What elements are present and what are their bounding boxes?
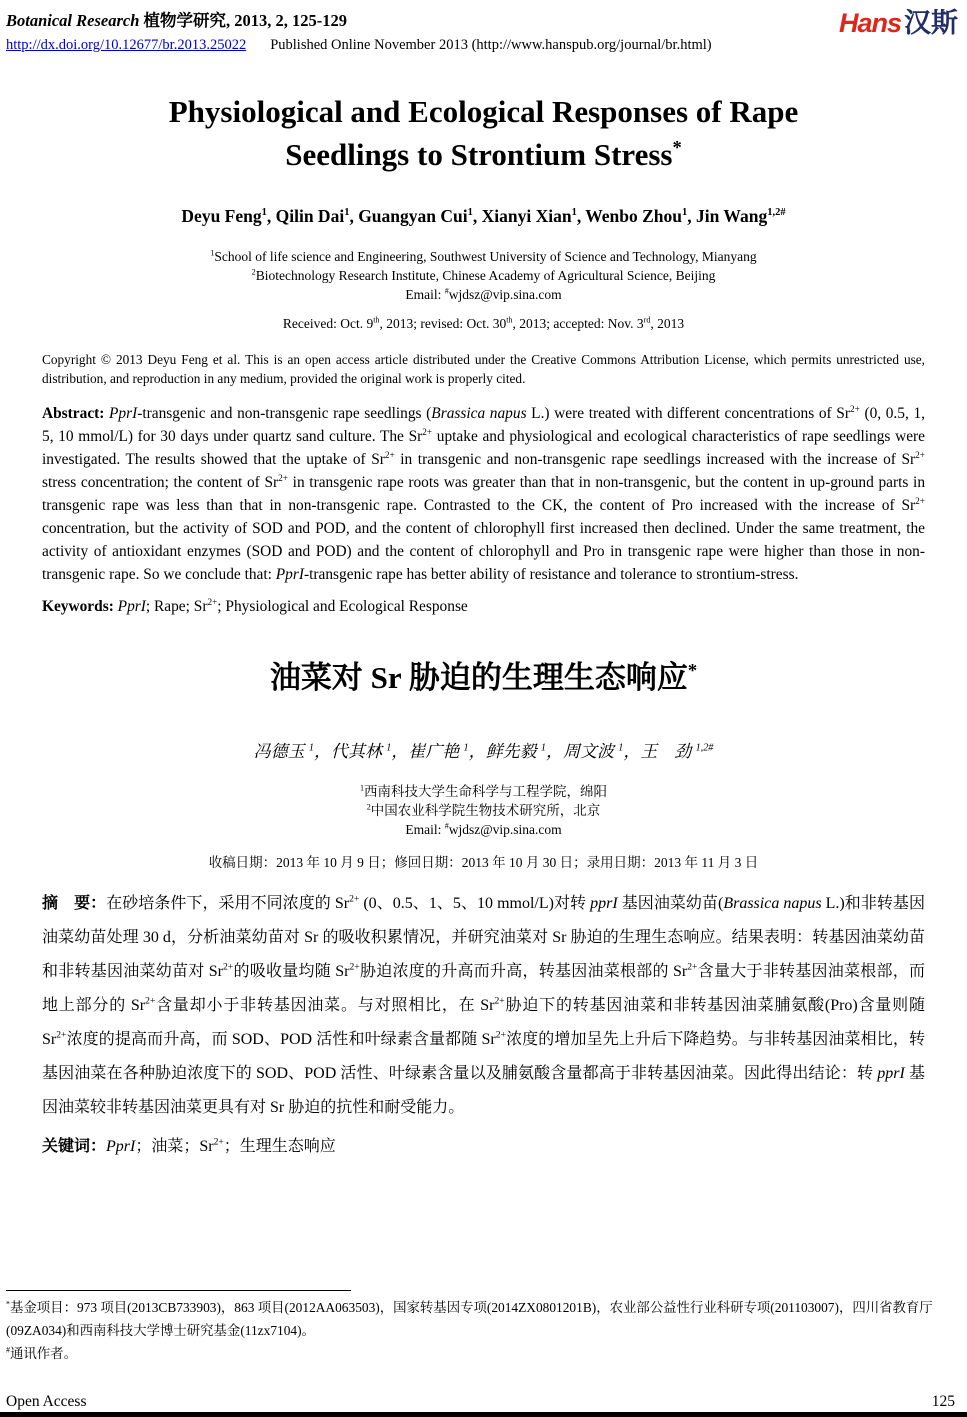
title-footnote-marker: * (672, 137, 682, 159)
abstract-cn: 摘 要：在砂培条件下，采用不同浓度的 $Sr^{2+}$ (0、0.5、1、5、10 mmol/L)对转 pprI 基因油菜幼苗(Brassica napus L.)和非转基因油菜幼苗处理 30 d，分析油菜幼苗对 Sr 的吸收积累情况，并研究油菜对 Sr 胁迫的生理生态响应。结果表明：转基因油菜幼苗和非转基因油菜幼苗对 $Sr^{2+}$的吸收量均随 $Sr^{2+}$胁迫浓度的升高而升高，转基因油菜根部的 $Sr^{2+}$含量大于非转基因油菜根部，而地上部分的 $Sr^{2+}$含量却小于非转基因油菜。与对照相比，在 $Sr^{2+}$胁迫下的转基因油菜和非转基因油菜脯氨酸(Pro)含量则随 $Sr^{2+}$浓度的提高而升高，而 SOD、POD 活性和叶绿素含量都随 $Sr^{2+}$浓度的增加呈先上升后下降趋势。与非转基因油菜相比，转基因油菜在各种胁迫浓度下的 SOD、POD 活性、叶绿素含量以及脯氨酸含量都高于非转基因油菜。因此得出结论：转 pprI 基因油菜较非转基因油菜更具有对 Sr 胁迫的抗性和耐受能力。 (42, 893, 925, 1116)
abstract-en: Abstract: PprI-transgenic and non-transgenic rape seedlings (Brassica napus L.) were treated with different concentrations of $Sr^{2+}$ (0, 0.5, 1, 5, 10 mmol/L) for 30 days under quartz sand culture. The $Sr^{2+}$ uptake and physiological and ecological characteristics of rape seedlings were investigated. The results showed that the uptake of $Sr^{2+}$ in transgenic and non-transgenic rape seedlings increased with the increase of $Sr^{2+}$ stress concentration; the content of $Sr^{2+}$ in transgenic rape roots was greater than that in non-transgenic, but the content in up-ground parts in transgenic rape was less than that in non-transgenic rape. Contrasted to the CK, the content of Pro increased with the increase of $Sr^{2+}$ concentration, but the activity of SOD and POD, and the content of chlorophyll first increased then declined. Under the same treatment, the activity of antioxidant enzymes (SOD and POD) and the content of chlorophyll and Pro in transgenic rape were higher than those in non-transgenic rape. So we conclude that: PprI-transgenic rape has better ability of resistance and tolerance to strontium-stress. (42, 403, 926, 583)
article-title-en-line2: Seedlings to Strontium Stress* (285, 137, 682, 172)
page-number: 125 (931, 1393, 955, 1410)
keywords-cn: 关键词：PprI；油菜；$Sr^{2+}$；生理生态响应 (42, 1136, 336, 1155)
email-line-en: Email: #wjdsz@vip.sina.com (405, 286, 562, 302)
open-access-label: Open Access (6, 1393, 87, 1410)
affiliations-cn (0, 782, 967, 839)
authors-cn: 冯德玉 $^1$，代其林 $^1$，崔广艳 $^1$，鲜先毅 $^1$，周文波 $^1$，王 劲 $^{1,2\#}$ (253, 742, 714, 761)
received-dates-cn: 收稿日期：2013 年 10 月 9 日；修回日期：2013 年 10 月 30 日；录用日期：2013 年 11 月 3 日 (208, 855, 759, 870)
keywords-en: Keywords: PprI; Rape; $Sr^{2+}$; Physiological and Ecological Response (42, 596, 468, 615)
doi-line (6, 37, 961, 54)
hans-logo-cjk: 汉斯 (904, 8, 958, 38)
article-title-en (40, 90, 927, 176)
footnote-block (6, 1290, 959, 1365)
page-footer (6, 1393, 955, 1411)
hans-logo-latin: Hans (838, 8, 901, 38)
published-online-text: Published Online November 2013 (http://www.hanspub.org/journal/br.html) (270, 37, 712, 53)
affiliation-en-1: $^1$School of life science and Engineering, Southwest University of Science and Technology, Mianyang (210, 248, 757, 264)
email-line-cn: Email: #wjdsz@vip.sina.com (405, 821, 562, 837)
copyright-notice: Copyright © 2013 Deyu Feng et al. This is an open access article distributed under the Creative Commons Attribution License, which permits unrestricted use, distribution, and reproduction in any medium, provided the original work is properly cited. (42, 352, 925, 386)
article-title-en-line1: Physiological and Ecological Responses of Rape (168, 94, 799, 129)
received-dates-en: Received: Oct. 9th, 2013; revised: Oct. 30th, 2013; accepted: Nov. 3rd, 2013 (282, 315, 685, 331)
footnote-rule (6, 1290, 351, 1291)
authors-en: Deyu Feng$^1$, Qilin Dai$^1$, Guangyan Cui$^1$, Xianyi Xian$^1$, Wenbo Zhou$^1$, Jin Wang$^{1,2\#}$ (181, 206, 786, 226)
corresponding-author-footnote: #通讯作者。 (6, 1345, 77, 1361)
affiliation-cn-2: $^2$中国农业科学院生物技术研究所，北京 (366, 802, 601, 818)
title-cn-footnote-marker: * (687, 660, 698, 682)
article-title-cn: 油菜对 Sr 胁迫的生理生态响应* (269, 660, 698, 695)
journal-header (0, 0, 967, 54)
doi-link[interactable]: http://dx.doi.org/10.12677/br.2013.25022 (6, 37, 247, 53)
funding-footnote: *基金项目：973 项目(2013CB733903)，863 项目(2012AA063503)，国家转基因专项(2014ZX0801201B)，农业部公益性行业科研专项(201103007)，四川省教育厅(09ZA034)和西南科技大学博士研究基金(11zx7104)。 (6, 1299, 933, 1338)
affiliation-cn-1: $^1$西南科技大学生命科学与工程学院，绵阳 (359, 783, 608, 799)
journal-title-line: Botanical Research 植物学研究, 2013, 2, 125-129 (6, 11, 348, 30)
page-bottom-edge (0, 1412, 967, 1417)
affiliations-en (0, 247, 967, 304)
affiliation-en-2: $^2$Biotechnology Research Institute, Chinese Academy of Agricultural Science, Beijing (251, 267, 716, 283)
hans-logo (839, 1, 958, 40)
